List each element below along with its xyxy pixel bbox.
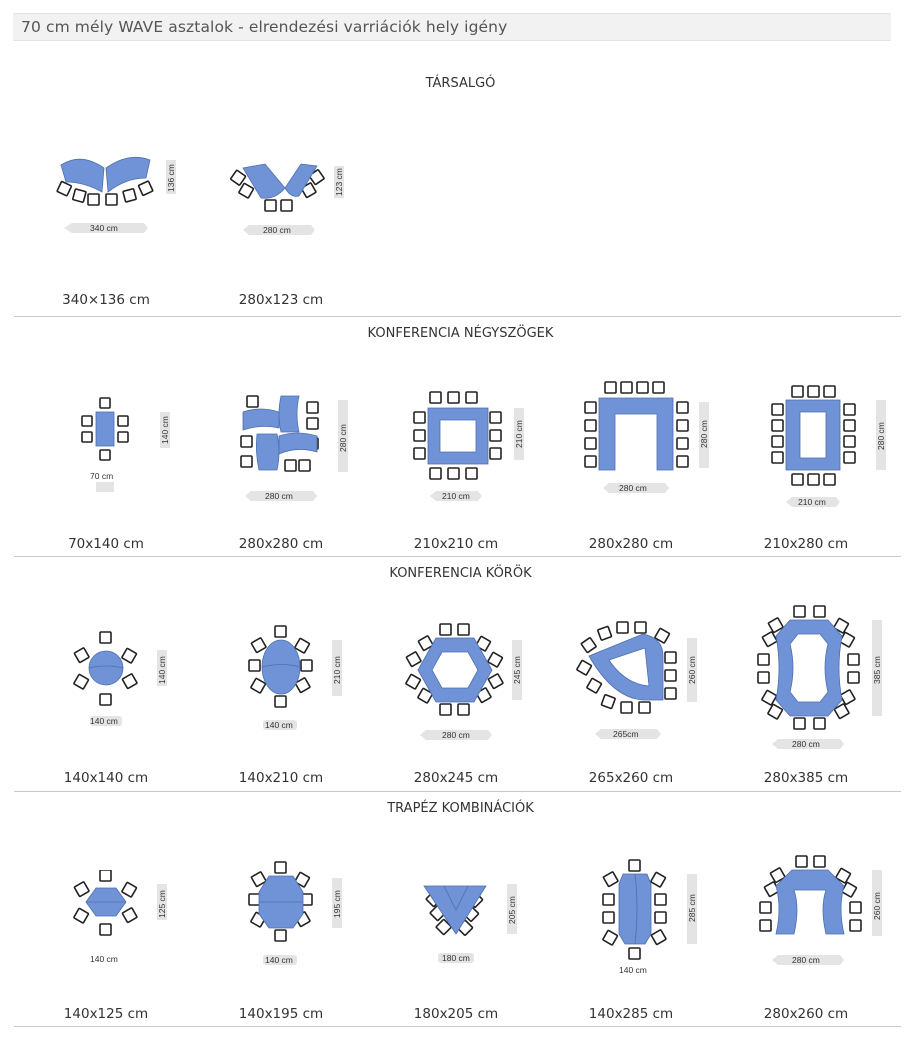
dim-height: 260 cm — [687, 656, 697, 684]
dim-height: 280 cm — [876, 422, 886, 450]
dim-width: 140 cm — [619, 965, 647, 975]
page-title: 70 cm mély WAVE asztalok - elrendezési varriációk hely igény — [21, 18, 508, 36]
layout-caption: 280x245 cm — [413, 770, 499, 786]
section-title-konferencia-korok: KONFERENCIA KÖRÖK — [389, 566, 532, 581]
layout-caption: 70x140 cm — [68, 536, 144, 552]
chairs — [57, 181, 153, 205]
layout-diagram — [366, 380, 546, 510]
layout-caption: 140x210 cm — [238, 770, 324, 786]
dim-height: 280 cm — [699, 420, 709, 448]
layout-caption: 280x280 cm — [588, 536, 674, 552]
layout-diagram — [366, 870, 546, 970]
layout-diagram — [716, 600, 896, 755]
dim-width: 180 cm — [442, 953, 470, 963]
dim-height: 140 cm — [157, 656, 167, 684]
layout-diagram — [191, 620, 371, 740]
layout-caption: 280x123 cm — [238, 292, 324, 308]
section-title-trapez-kombinaciok: TRAPÉZ KOMBINÁCIÓK — [387, 801, 534, 816]
layout-caption: 210x280 cm — [763, 536, 849, 552]
dim-height: 140 cm — [160, 416, 170, 444]
layout-caption: 340×136 cm — [62, 292, 150, 308]
layout-diagram — [16, 870, 196, 970]
dim-width: 265cm — [613, 729, 639, 739]
dim-height: 245 cm — [512, 656, 522, 684]
layout-diagram — [16, 380, 196, 500]
dim-width: 280 cm — [619, 483, 647, 493]
layout-diagram — [191, 380, 371, 510]
dim-width: 70 cm — [90, 471, 114, 481]
dim-height: 210 cm — [332, 656, 342, 684]
dim-width: 140 cm — [90, 716, 118, 726]
layout-caption: 140x140 cm — [63, 770, 149, 786]
section-divider — [14, 316, 901, 317]
dim-width: 210 cm — [442, 491, 470, 501]
layout-diagram — [541, 378, 721, 498]
layout-diagram — [191, 140, 371, 250]
layout-caption: 140x195 cm — [238, 1006, 324, 1022]
layout-diagram — [541, 616, 721, 741]
dim-height: 125 cm — [157, 890, 167, 918]
dim-height: 205 cm — [507, 896, 517, 924]
layout-caption: 180x205 cm — [413, 1006, 499, 1022]
layout-caption: 280x260 cm — [763, 1006, 849, 1022]
dim-height: 210 cm — [514, 420, 524, 448]
dim-width: 210 cm — [798, 497, 826, 507]
layout-diagram — [716, 380, 896, 510]
layout-caption: 280x385 cm — [763, 770, 849, 786]
dim-width: 280 cm — [265, 491, 293, 501]
dim-width: 140 cm — [90, 954, 118, 964]
dim-width: 280 cm — [792, 955, 820, 965]
dim-width: 140 cm — [265, 955, 293, 965]
dim-height: 285 cm — [687, 894, 697, 922]
layout-diagram — [16, 140, 196, 250]
dim-height: 195 cm — [332, 890, 342, 918]
dim-height: 136 cm — [166, 164, 176, 192]
dim-width: 280 cm — [792, 739, 820, 749]
layout-caption: 265x260 cm — [588, 770, 674, 786]
dim-height: 385 cm — [872, 656, 882, 684]
layout-caption: 210x210 cm — [413, 536, 499, 552]
layout-diagram — [716, 850, 896, 975]
layout-diagram — [541, 854, 721, 984]
layout-diagram — [16, 620, 196, 740]
layout-caption: 280x280 cm — [238, 536, 324, 552]
layout-diagram — [191, 856, 371, 971]
page-header — [13, 13, 891, 41]
section-title-konferencia-negyszogek: KONFERENCIA NÉGYSZÖGEK — [367, 326, 554, 341]
layout-caption: 140x285 cm — [588, 1006, 674, 1022]
dim-height: 260 cm — [872, 892, 882, 920]
layout-caption: 140x125 cm — [63, 1006, 149, 1022]
section-divider — [14, 1026, 901, 1027]
dim-height: 123 cm — [334, 168, 344, 196]
dim-width: 280 cm — [442, 730, 470, 740]
section-divider — [14, 791, 901, 792]
dim-height: 280 cm — [338, 424, 348, 452]
dim-width: 280 cm — [263, 225, 291, 235]
dim-width: 340 cm — [90, 223, 118, 233]
layout-diagram — [366, 620, 546, 745]
section-title-tarsalgo: TÁRSALGÓ — [425, 76, 496, 91]
dim-width: 140 cm — [265, 720, 293, 730]
section-divider — [14, 556, 901, 557]
